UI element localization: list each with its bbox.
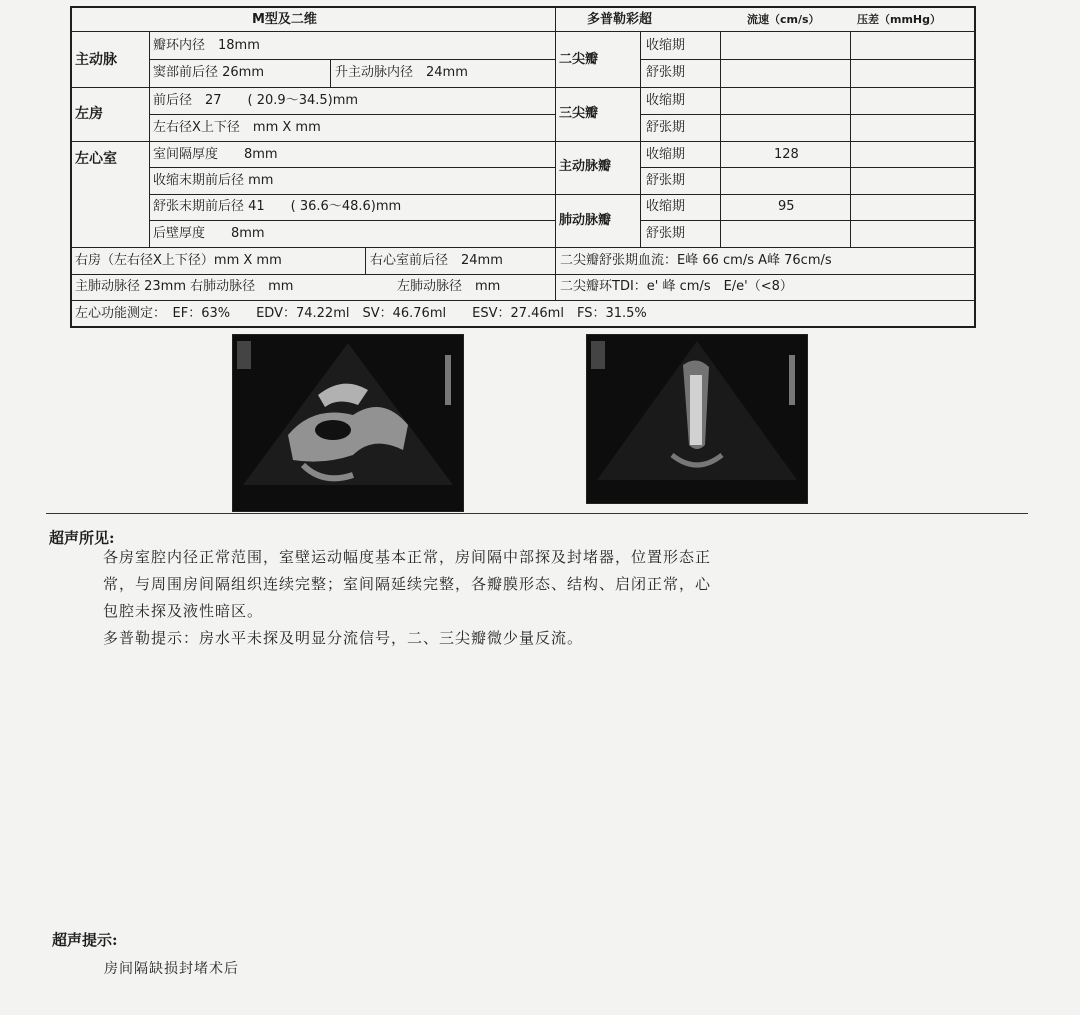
mitral-diastolic-inflow: 二尖瓣舒张期血流：E峰 66 cm/s A峰 76cm/s xyxy=(560,253,832,268)
findings-line-1: 各房室腔内径正常范围，室壁运动幅度基本正常，房间隔中部探及封堵器，位置形态正 xyxy=(103,548,712,566)
doppler-title: 多普勒彩超 xyxy=(587,12,653,27)
row-divider xyxy=(149,220,555,221)
left-atrium-label: 左房 xyxy=(75,106,103,122)
conclusion-text: 房间隔缺损封堵术后 xyxy=(104,961,239,977)
echo-image-1-graphic xyxy=(233,335,463,511)
row-divider xyxy=(149,194,555,195)
mitral-valve-label: 二尖瓣 xyxy=(559,52,599,67)
aortic-valve-label: 主动脉瓣 xyxy=(559,159,612,174)
aortic-diastolic: 舒张期 xyxy=(646,173,686,188)
col-divider xyxy=(720,31,721,247)
mitral-annulus-tdi: 二尖瓣环TDI：e' 峰 cm/s E/e'（<8） xyxy=(560,279,793,294)
pulmonary-systolic-flow: 95 xyxy=(778,199,795,214)
col-divider xyxy=(330,59,331,87)
row-divider xyxy=(555,194,976,195)
aortic-annulus: 瓣环内径 18mm xyxy=(153,38,260,53)
aortic-systolic: 收缩期 xyxy=(646,147,686,162)
m-mode-title: M型及二维 xyxy=(252,12,317,27)
posterior-wall-thickness: 后壁厚度 8mm xyxy=(153,226,265,241)
row-divider xyxy=(72,300,976,301)
row-divider xyxy=(149,114,555,115)
echo-image-parasternal xyxy=(232,334,464,512)
row-divider xyxy=(640,59,976,60)
aortic-systolic-flow: 128 xyxy=(774,147,799,162)
row-divider xyxy=(149,167,555,168)
row-divider xyxy=(72,274,976,275)
findings-line-2: 常，与周围房间隔组织连续完整；室间隔延续完整，各瓣膜形态、结构、启闭正常，心 xyxy=(103,575,712,593)
ivs-thickness: 室间隔厚度 8mm xyxy=(153,147,278,162)
left-pulmonary-artery: 左肺动脉径 mm xyxy=(397,279,501,294)
col-divider xyxy=(555,8,556,300)
col-divider xyxy=(365,247,366,274)
findings-title: 超声所见: xyxy=(49,529,115,547)
row-divider xyxy=(149,59,555,60)
tricuspid-valve-label: 三尖瓣 xyxy=(559,106,599,121)
row-divider xyxy=(72,31,976,32)
row-divider xyxy=(555,87,976,88)
aortic-sinus: 窦部前后径 26mm xyxy=(153,65,265,80)
pulmonary-valve-label: 肺动脉瓣 xyxy=(559,213,612,228)
tricuspid-diastolic: 舒张期 xyxy=(646,120,686,135)
col-divider xyxy=(850,31,851,247)
lv-function: 左心功能测定： EF：63% EDV：74.22ml SV：46.76ml ESV：27.46ml FS：31.5% xyxy=(75,306,647,321)
echo-image-2-graphic xyxy=(587,335,807,503)
aorta-label: 主动脉 xyxy=(75,52,117,68)
row-divider xyxy=(555,141,976,142)
row-divider xyxy=(640,167,976,168)
section-divider xyxy=(46,513,1028,514)
findings-line-4: 多普勒提示：房水平未探及明显分流信号，二、三尖瓣微少量反流。 xyxy=(103,629,584,647)
la-ap-diameter: 前后径 27 ( 20.9～34.5)mm xyxy=(153,93,359,108)
right-ventricle-diameter: 右心室前后径 24mm xyxy=(370,253,503,268)
flow-header: 流速（cm/s） xyxy=(747,13,820,26)
pulmonary-systolic: 收缩期 xyxy=(646,199,686,214)
pulmonary-diastolic: 舒张期 xyxy=(646,226,686,241)
echo-image-subcostal xyxy=(586,334,808,504)
measurement-table xyxy=(70,6,976,328)
lv-end-diastolic-diameter: 舒张末期前后径 41 ( 36.6～48.6)mm xyxy=(153,199,402,214)
row-divider xyxy=(640,220,976,221)
row-divider xyxy=(640,114,976,115)
pressure-header: 压差（mmHg） xyxy=(857,13,942,26)
conclusion-title: 超声提示: xyxy=(52,931,118,949)
col-divider xyxy=(149,31,150,247)
lv-end-systolic-diameter: 收缩末期前后径 mm xyxy=(153,173,274,188)
mitral-diastolic: 舒张期 xyxy=(646,65,686,80)
row-divider xyxy=(72,247,976,248)
findings-line-3: 包腔未探及液性暗区。 xyxy=(103,602,264,620)
col-divider xyxy=(640,31,641,247)
left-ventricle-label: 左心室 xyxy=(75,151,117,167)
pulmonary-trunk-diameter: 主肺动脉径 23mm 右肺动脉径 mm xyxy=(75,279,294,294)
tricuspid-systolic: 收缩期 xyxy=(646,93,686,108)
right-atrium-dimensions: 右房（左右径X上下径）mm X mm xyxy=(75,253,282,268)
mitral-systolic: 收缩期 xyxy=(646,38,686,53)
ascending-aorta: 升主动脉内径 24mm xyxy=(335,65,468,80)
la-lr-si-diameter: 左右径X上下径 mm X mm xyxy=(153,120,321,135)
